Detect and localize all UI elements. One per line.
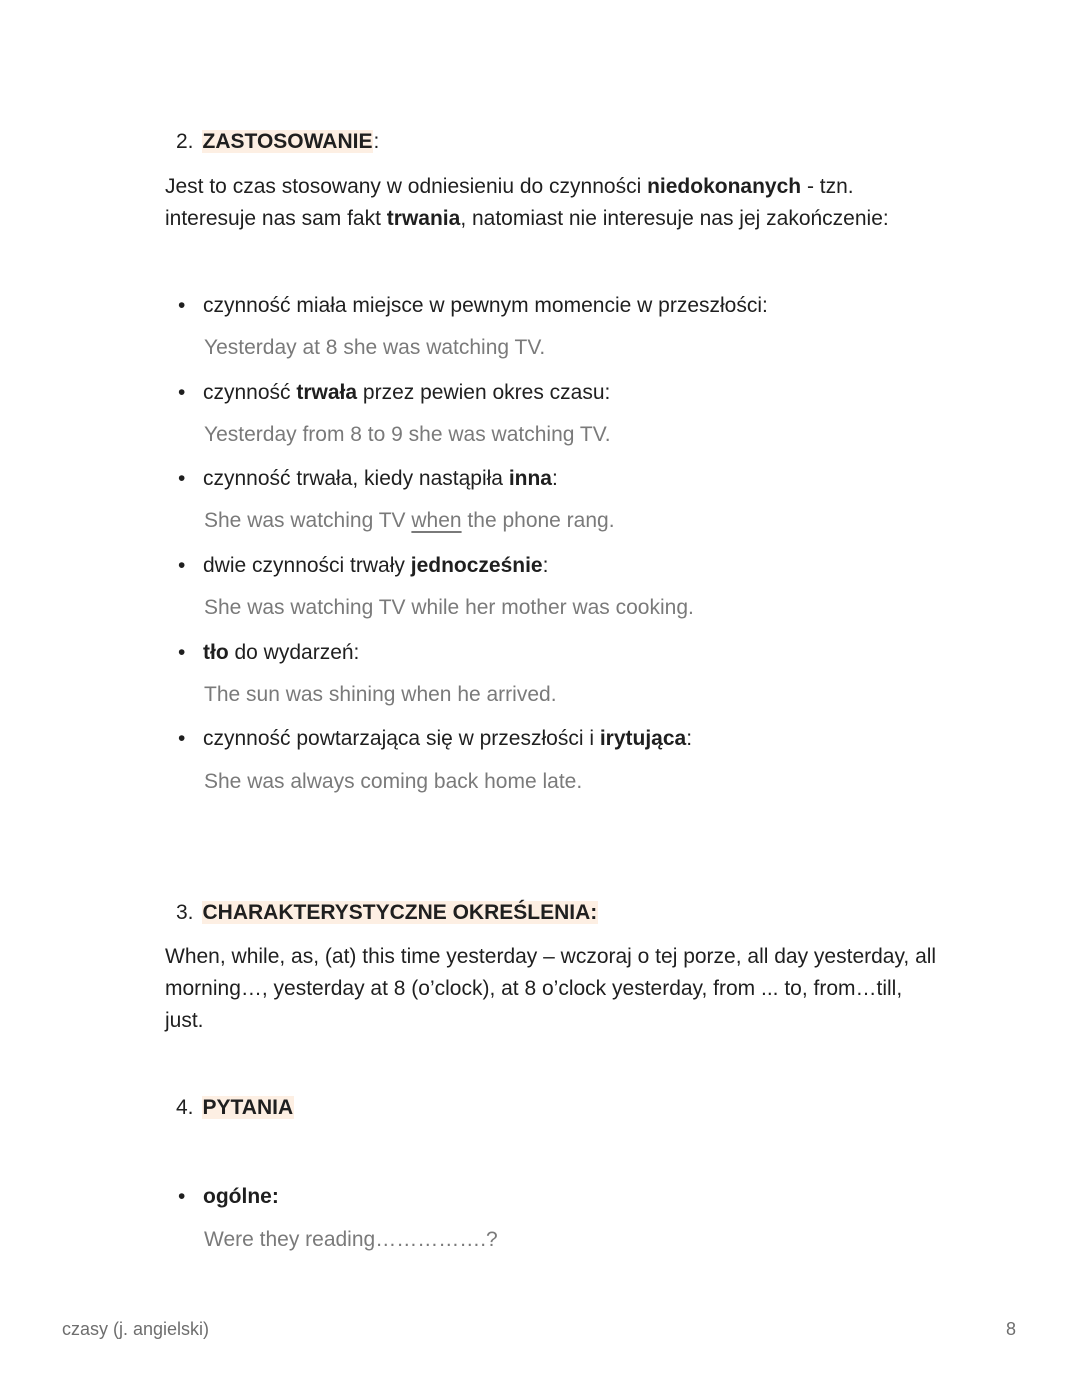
section-number: 3. — [176, 901, 194, 924]
section-heading-zastosowanie: 2. ZASTOSOWANIE: — [176, 130, 380, 153]
section-title: ZASTOSOWANIE — [202, 130, 373, 153]
time-expressions-paragraph: When, while, as, (at) this time yesterday – wczoraj o tej porze, all day yesterday, all morning…, yesterday at 8 (o’clock), at 8 o’clock yesterday, from ... to, from…till, just. — [165, 945, 937, 1032]
section-number: 4. — [176, 1096, 194, 1119]
example-sentence: She was always coming back home late. — [204, 770, 583, 793]
bullet-icon: • — [178, 381, 186, 404]
list-item: • tło do wydarzeń: — [178, 641, 360, 664]
example-sentence: Were they reading…………….? — [204, 1228, 498, 1251]
bullet-icon: • — [178, 294, 186, 317]
section-heading-pytania — [176, 1096, 294, 1120]
example-sentence: Yesterday from 8 to 9 she was watching TV. — [204, 423, 611, 446]
bullet-icon: • — [178, 641, 186, 664]
footer-document-title: czasy (j. angielski) — [62, 1319, 210, 1339]
bullet-icon: • — [178, 1185, 186, 1208]
section-title: PYTANIA — [202, 1096, 294, 1119]
intro-paragraph: Jest to czas stosowany w odniesieniu do czynności niedokonanych - tzn. interesuje nas sam fakt trwania, natomiast nie interesuje nas jej zakończenie: — [165, 175, 889, 230]
list-item: • ogólne: — [178, 1185, 279, 1208]
bullet-icon: • — [178, 467, 186, 490]
example-sentence: She was watching TV when the phone rang. — [204, 509, 615, 532]
page-number: 8 — [1005, 1319, 1016, 1339]
example-sentence: Yesterday at 8 she was watching TV. — [204, 336, 546, 359]
bullet-icon: • — [178, 727, 186, 750]
example-sentence: The sun was shining when he arrived. — [204, 683, 557, 706]
section-heading-okreslenia — [176, 901, 598, 925]
list-item: • czynność powtarzająca się w przeszłości i irytująca: — [178, 727, 693, 750]
bullet-icon: • — [178, 554, 186, 577]
list-item: • czynność trwała, kiedy nastąpiła inna: — [178, 467, 558, 490]
section-title: CHARAKTERYSTYCZNE OKREŚLENIA: — [202, 901, 598, 924]
list-item: • czynność trwała przez pewien okres czasu: — [178, 381, 611, 404]
list-item: • dwie czynności trwały jednocześnie: — [178, 554, 549, 577]
list-item: • czynność miała miejsce w pewnym momencie w przeszłości: — [178, 294, 768, 317]
section-number: 2. — [176, 130, 194, 153]
example-sentence: She was watching TV while her mother was cooking. — [204, 596, 694, 619]
